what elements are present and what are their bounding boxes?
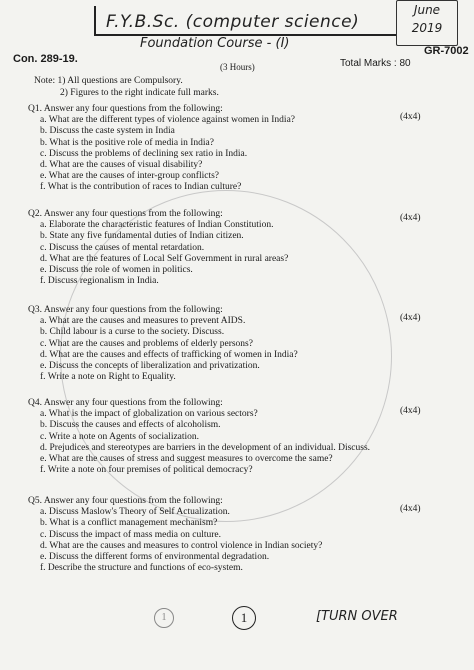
handwritten-date-box — [396, 0, 458, 46]
question-item: e. Discuss the role of women in politics. — [40, 265, 193, 275]
handwritten-month: June — [413, 3, 441, 17]
note-line: Note: 1) All questions are Compulsory. — [34, 76, 183, 86]
question-item: b. What is a conflict management mechanism? — [40, 518, 218, 529]
handwritten-year: 2019 — [411, 21, 443, 35]
question-item: a. What are the different types of violence against women in India? — [40, 115, 295, 126]
question-title: Q3. Answer any four questions from the following: — [28, 305, 223, 315]
question-title: Q4. Answer any four questions from the following: — [28, 398, 223, 408]
question-marks: (4x4) — [400, 213, 421, 223]
question-item: d. What are the features of Local Self Government in rural areas? — [40, 253, 289, 264]
question-item: e. What are the causes of inter-group conflicts? — [40, 171, 220, 182]
question-marks: (4x4) — [400, 112, 421, 122]
question-item: d. What are the causes and measures to control violence in Indian society? — [40, 540, 323, 551]
question-title: Q2. Answer any four questions from the following: — [28, 209, 223, 219]
question-item: a. What is the impact of globalization on various sectors? — [40, 409, 258, 420]
duration: (3 Hours) — [220, 62, 255, 72]
question-item: c. Discuss the impact of mass media on culture. — [40, 529, 221, 540]
question-item: f. Describe the structure and functions of eco-system. — [40, 563, 243, 574]
page-number: 1 — [232, 606, 256, 630]
question-item: c. Discuss the problems of declining sex ratio in India. — [40, 148, 248, 159]
question-marks: (4x4) — [400, 504, 421, 514]
con-number: Con. 289-19. — [13, 53, 78, 65]
question-item: b. Child labour is a curse to the society. Discuss. — [40, 327, 225, 338]
handwritten-course: F.Y.B.Sc. (computer science) — [106, 12, 360, 32]
turn-over: [TURN OVER — [316, 609, 398, 624]
question-item: b. State any five fundamental duties of Indian citizen. — [40, 231, 244, 242]
handwritten-paper: Foundation Course - (I) — [140, 36, 290, 51]
question-item: a. Discuss Maslow's Theory of Self Actualization. — [40, 507, 230, 518]
question-item: f. Write a note on Right to Equality. — [40, 372, 176, 383]
question-item: d. Prejudices and stereotypes are barriers in the development of an individual. Discuss. — [40, 442, 371, 453]
question-item: b. Discuss the caste system in India — [40, 126, 175, 137]
question-item: b. What is the positive role of media in India? — [40, 137, 214, 148]
question-item: f. What is the contribution of races to Indian culture? — [40, 182, 242, 193]
question-item: c. Discuss the causes of mental retardation. — [40, 242, 205, 253]
question-item: b. Discuss the causes and effects of alcoholism. — [40, 420, 221, 431]
question-item: c. Write a note on Agents of socialization. — [40, 431, 200, 442]
question-item: e. Discuss the concepts of liberalization and privatization. — [40, 361, 260, 371]
question-item: f. Discuss regionalism in India. — [40, 276, 159, 287]
question-item: d. What are the causes of visual disability? — [40, 160, 203, 170]
paper-code: GR-7002 — [424, 45, 469, 57]
question-item: f. Write a note on four premises of political democracy? — [40, 465, 253, 476]
note-line: 2) Figures to the right indicate full marks. — [60, 88, 219, 98]
question-marks: (4x4) — [400, 313, 421, 323]
question-marks: (4x4) — [400, 406, 421, 416]
question-title: Q1. Answer any four questions from the following: — [28, 104, 223, 114]
question-item: a. Elaborate the characteristic features of Indian Constitution. — [40, 220, 274, 231]
question-title: Q5. Answer any four questions from the following: — [28, 496, 223, 506]
total-marks: Total Marks : 80 — [340, 58, 411, 69]
faint-page-marker: 1 — [154, 608, 174, 628]
question-item: a. What are the causes and measures to prevent AIDS. — [40, 316, 246, 327]
question-item: c. What are the causes and problems of elderly persons? — [40, 338, 253, 349]
question-item: e. Discuss the different forms of environmental degradation. — [40, 552, 270, 562]
question-item: e. What are the causes of stress and suggest measures to overcome the same? — [40, 454, 333, 464]
question-item: d. What are the causes and effects of trafficking of women in India? — [40, 349, 298, 360]
